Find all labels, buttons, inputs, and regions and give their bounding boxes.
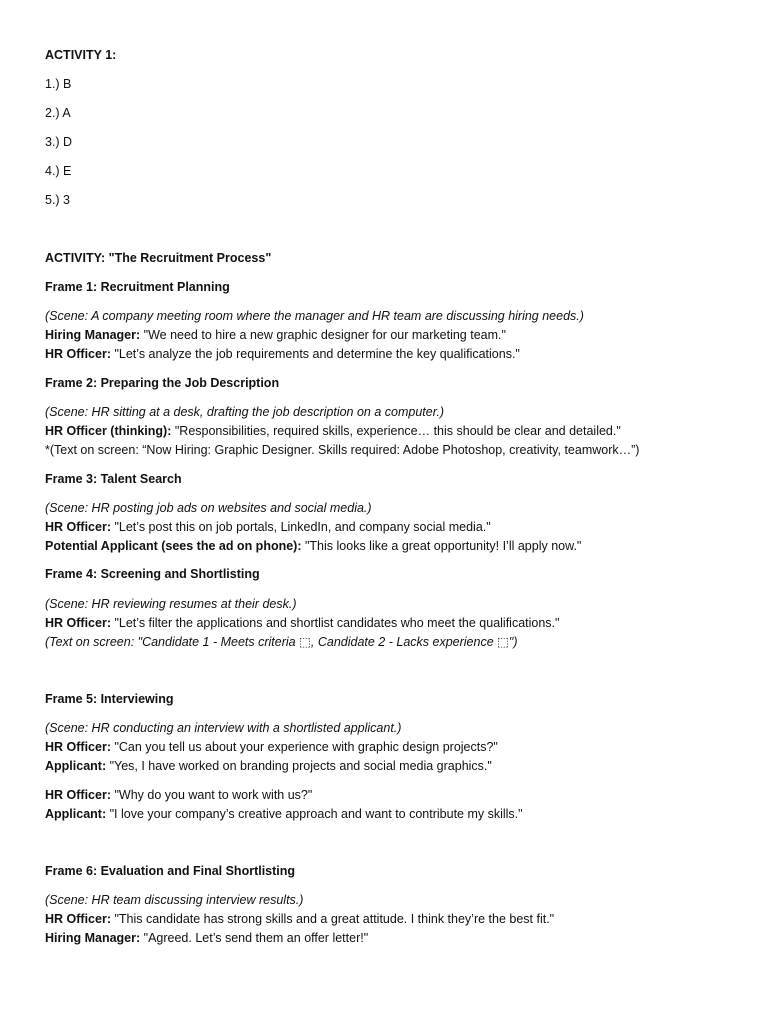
frame-4-scene: (Scene: HR reviewing resumes at their desk.) bbox=[45, 597, 297, 611]
frame-4-title: Frame 4: Screening and Shortlisting bbox=[45, 567, 260, 581]
speaker-label: Applicant: bbox=[45, 759, 107, 773]
dialogue-text: "This looks like a great opportunity! I’ll apply now." bbox=[301, 539, 582, 553]
speaker-label: Potential Applicant (sees the ad on phone): bbox=[45, 539, 302, 553]
frame-5-dialogue-2 bbox=[45, 757, 492, 776]
frame-6-scene: (Scene: HR team discussing interview results.) bbox=[45, 893, 304, 907]
speaker-label: HR Officer: bbox=[45, 912, 111, 926]
frame-5-dialogue-4 bbox=[45, 805, 523, 824]
speaker-label: HR Officer: bbox=[45, 616, 111, 630]
frame-6-dialogue-1 bbox=[45, 910, 554, 929]
dialogue-text: "We need to hire a new graphic designer for our marketing team." bbox=[140, 328, 506, 342]
frame-2-screen-text: *(Text on screen: “Now Hiring: Graphic Designer. Skills required: Adobe Photoshop, creativity, teamwork…”) bbox=[45, 443, 640, 457]
speaker-label: Hiring Manager: bbox=[45, 328, 141, 342]
dialogue-text: "Can you tell us about your experience with graphic design projects?" bbox=[110, 740, 498, 754]
frame-6-title: Frame 6: Evaluation and Final Shortlisting bbox=[45, 864, 296, 878]
frame-2-dialogue-1 bbox=[45, 422, 621, 441]
frame-4-screen-text: (Text on screen: "Candidate 1 - Meets criteria ⬚, Candidate 2 - Lacks experience ⬚") bbox=[45, 635, 518, 649]
frame-5-dialogue-3 bbox=[45, 786, 312, 805]
frame-6-dialogue-2 bbox=[45, 929, 368, 948]
speaker-label: HR Officer: bbox=[45, 740, 111, 754]
frame-2-scene: (Scene: HR sitting at a desk, drafting the job description on a computer.) bbox=[45, 405, 445, 419]
dialogue-text: "Agreed. Let’s send them an offer letter!" bbox=[140, 931, 369, 945]
frame-1-dialogue-2 bbox=[45, 345, 520, 364]
dialogue-text: "Yes, I have worked on branding projects and social media graphics." bbox=[106, 759, 492, 773]
answer-3: 3.) D bbox=[45, 135, 73, 149]
dialogue-text: "Let’s analyze the job requirements and determine the key qualifications." bbox=[110, 347, 520, 361]
dialogue-text: "Why do you want to work with us?" bbox=[110, 788, 313, 802]
dialogue-text: "Let’s filter the applications and shortlist candidates who meet the qualifications." bbox=[110, 616, 560, 630]
speaker-label: Applicant: bbox=[45, 807, 107, 821]
answer-2: 2.) A bbox=[45, 106, 71, 120]
frame-2-title: Frame 2: Preparing the Job Description bbox=[45, 376, 280, 390]
frame-1-title: Frame 1: Recruitment Planning bbox=[45, 280, 230, 294]
activity2-heading: ACTIVITY: "The Recruitment Process" bbox=[45, 251, 272, 265]
speaker-label: HR Officer: bbox=[45, 347, 111, 361]
frame-3-dialogue-2 bbox=[45, 537, 581, 556]
frame-3-dialogue-1 bbox=[45, 518, 491, 537]
frame-1-dialogue-1 bbox=[45, 326, 506, 345]
dialogue-text: "This candidate has strong skills and a great attitude. I think they’re the best fit." bbox=[110, 912, 555, 926]
answer-4: 4.) E bbox=[45, 164, 72, 178]
speaker-label: HR Officer (thinking): bbox=[45, 424, 172, 438]
speaker-label: HR Officer: bbox=[45, 788, 111, 802]
frame-1-scene: (Scene: A company meeting room where the manager and HR team are discussing hiring needs.) bbox=[45, 309, 584, 323]
answer-1: 1.) B bbox=[45, 77, 72, 91]
activity1-heading: ACTIVITY 1: bbox=[45, 48, 117, 62]
frame-5-scene: (Scene: HR conducting an interview with a shortlisted applicant.) bbox=[45, 721, 402, 735]
frame-3-scene: (Scene: HR posting job ads on websites and social media.) bbox=[45, 501, 372, 515]
speaker-label: Hiring Manager: bbox=[45, 931, 141, 945]
speaker-label: HR Officer: bbox=[45, 520, 111, 534]
frame-3-title: Frame 3: Talent Search bbox=[45, 472, 182, 486]
dialogue-text: "Let’s post this on job portals, LinkedIn, and company social media." bbox=[110, 520, 491, 534]
frame-4-dialogue-1 bbox=[45, 614, 559, 633]
dialogue-text: "I love your company’s creative approach and want to contribute my skills." bbox=[106, 807, 523, 821]
answer-5: 5.) 3 bbox=[45, 193, 71, 207]
dialogue-text: "Responsibilities, required skills, experience… this should be clear and detailed." bbox=[171, 424, 621, 438]
frame-5-dialogue-1 bbox=[45, 738, 498, 757]
frame-5-title: Frame 5: Interviewing bbox=[45, 692, 174, 706]
